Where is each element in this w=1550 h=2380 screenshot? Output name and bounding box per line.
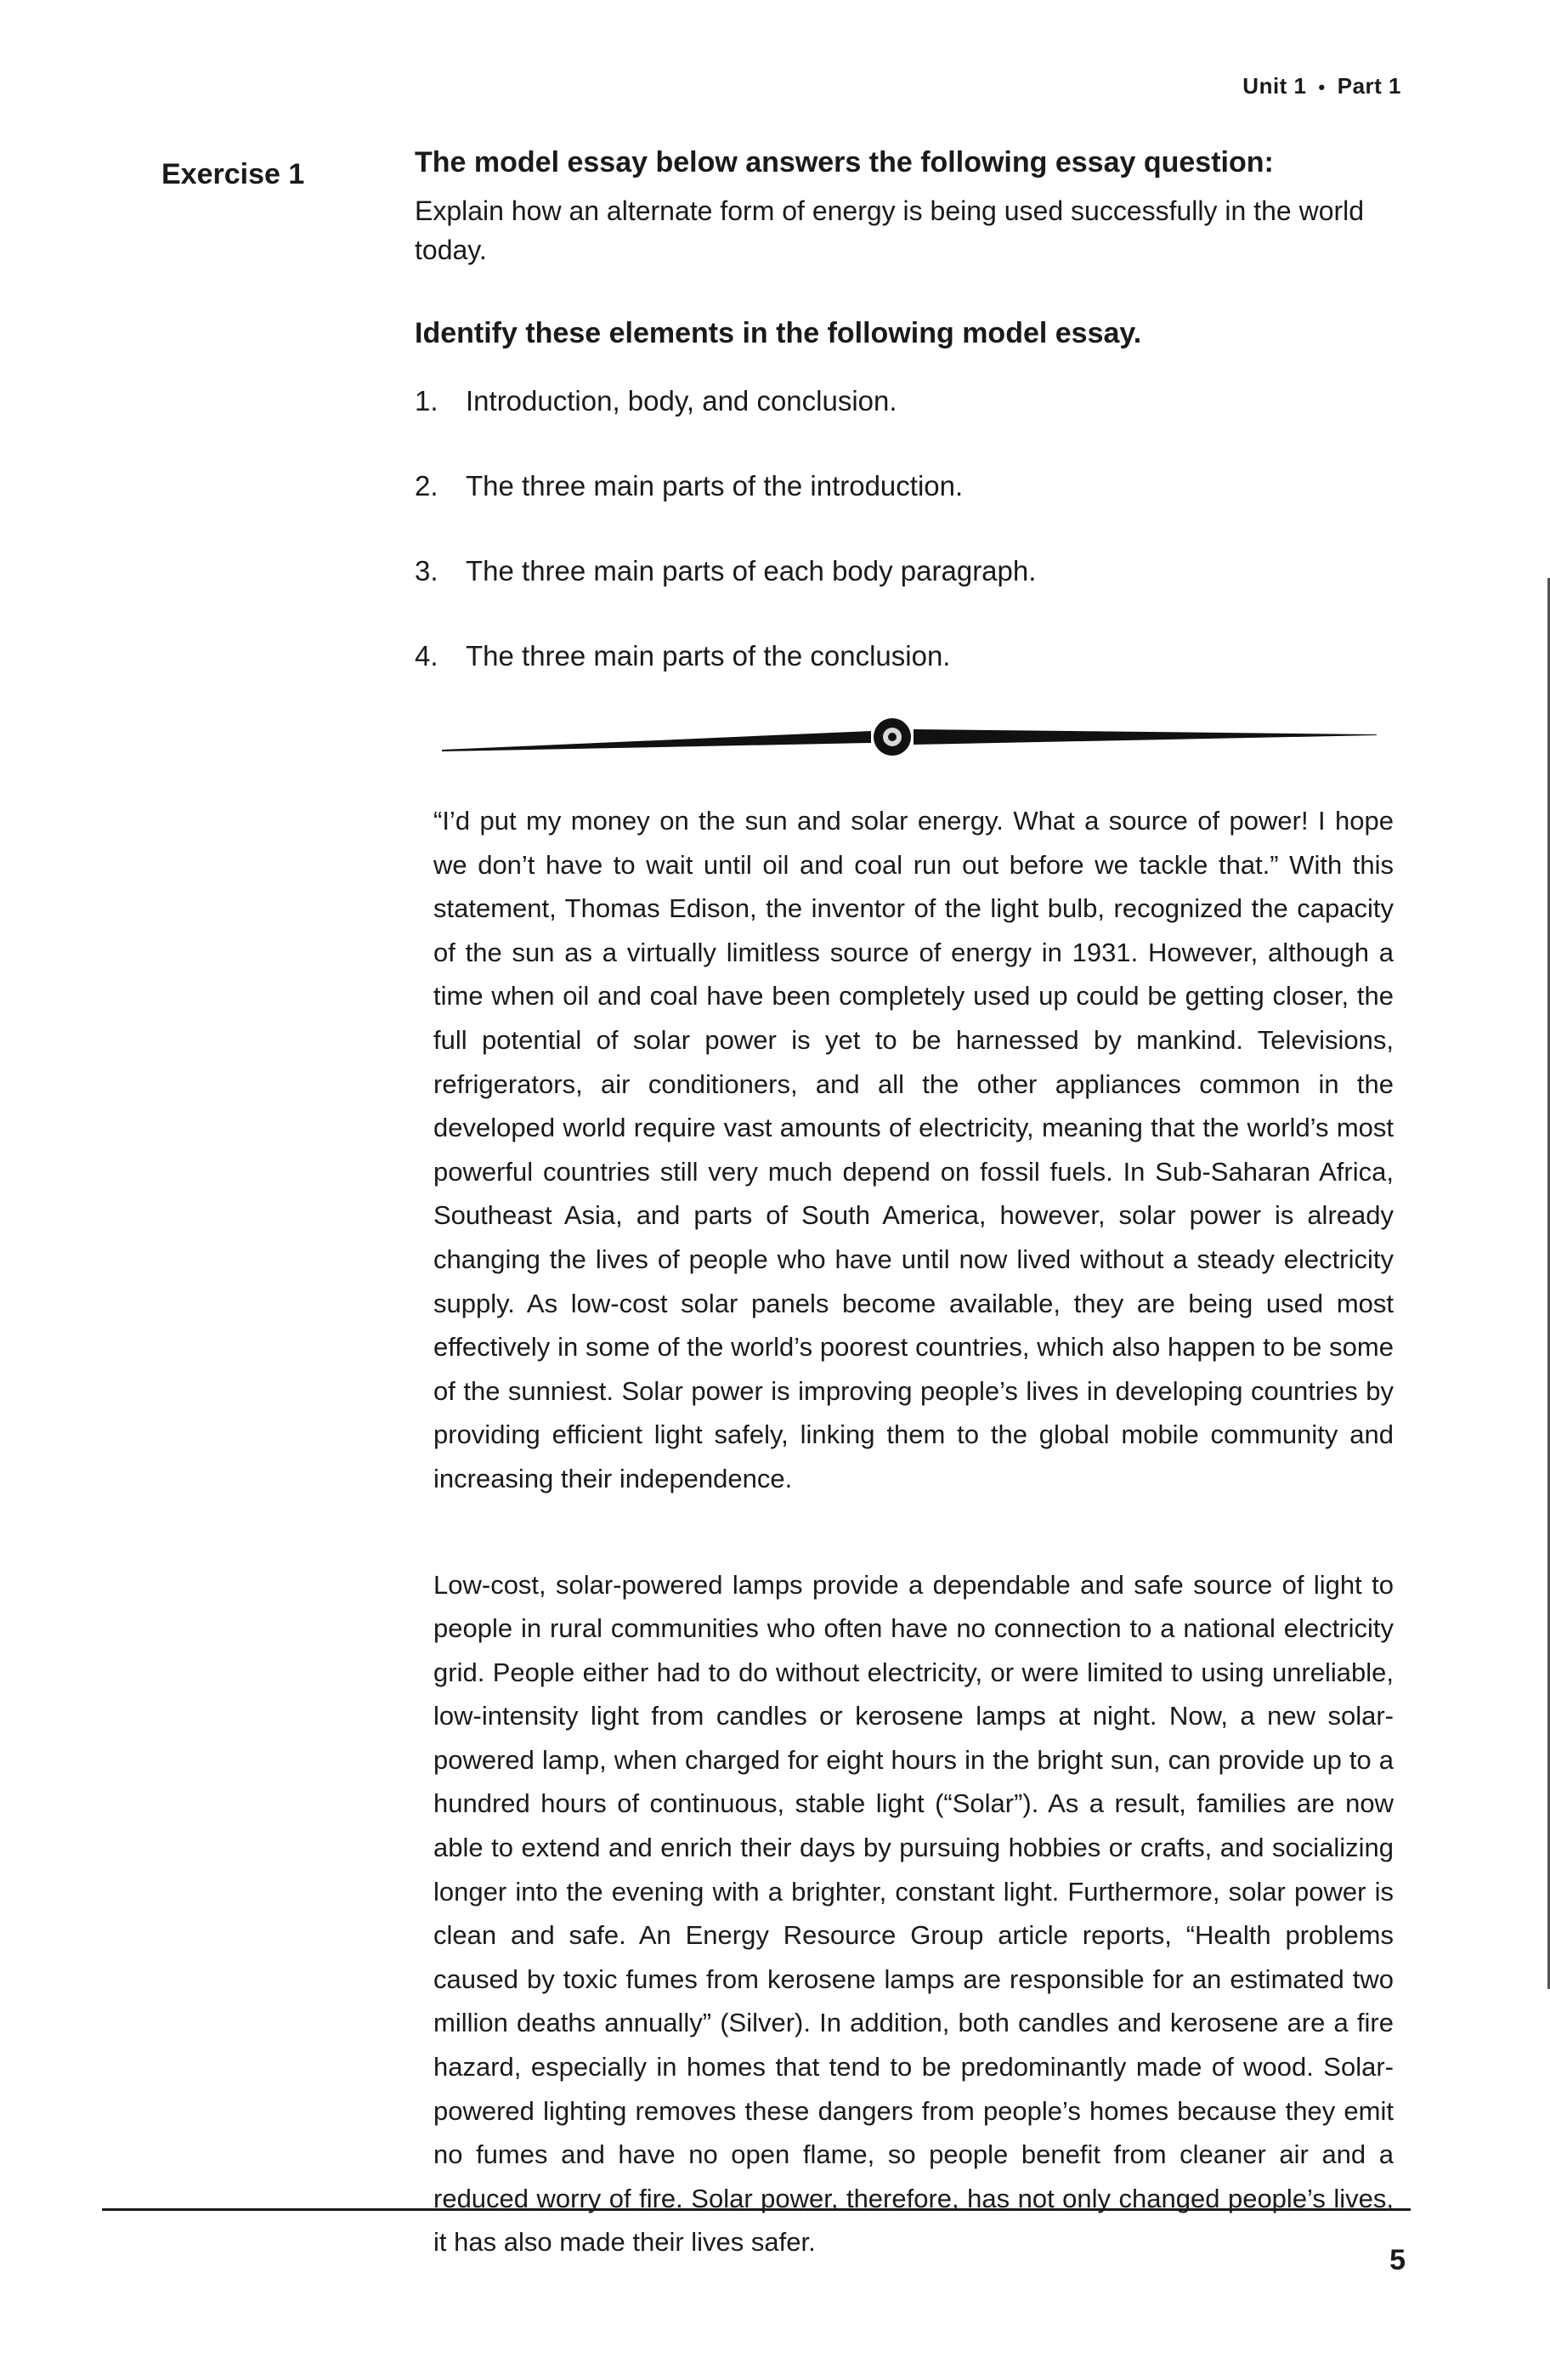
divider-right-wedge: [914, 729, 1377, 745]
task-number: 1.: [415, 385, 438, 416]
header-separator: •: [1318, 76, 1326, 98]
task-item: [415, 639, 1392, 724]
task-text: Introduction, body, and conclusion.: [466, 385, 897, 416]
task-text: The three main parts of the conclusion.: [466, 640, 951, 672]
task-item: [415, 554, 1392, 639]
exercise-instructions: [415, 146, 1392, 724]
header-unit: Unit 1: [1242, 73, 1307, 99]
exercise-label: Exercise 1: [161, 158, 305, 190]
task-number: 4.: [415, 640, 438, 672]
running-header: [1242, 73, 1401, 99]
header-part: Part 1: [1337, 73, 1401, 99]
task-list: [415, 384, 1392, 724]
task-item: [415, 384, 1392, 469]
divider-left-wedge: [442, 731, 871, 751]
task-number: 2.: [415, 470, 438, 502]
essay-body-paragraph: Low-cost, solar-powered lamps provide a dependable and safe source of light to people in rural communities who often have no connection to a national electricity grid. People either had to do without electricity, or were limited to using unreliable, low-intensity light from candles or kerosene lamps at night. Now, a new solar-powered lamp, when charged for eight hours in the bright sun, can provide up to a hundred hours of continuous, stable light (“Solar”). As a result, families are now able to extend and enrich their days by pursuing hobbies or crafts, and socializing longer into the evening with a brighter, constant light. Furthermore, solar power is clean and safe. An Energy Resource Group article reports, “Health problems caused by toxic fumes from kerosene lamps are responsible for an estimated two million deaths annually” (Silver). In addition, both candles and kerosene are a fire hazard, especially in homes that tend to be predominantly made of wood. Solar-powered lighting removes these dangers from people’s homes because they emit no fumes and have no open flame, so people benefit from cleaner air and a reduced worry of fire. Solar power, therefore, has not only changed people’s lives, it has also made their lives safer.: [433, 1569, 1394, 2258]
page-number: 5: [1389, 2244, 1406, 2276]
section-divider: [442, 716, 1377, 758]
footer-rule: [102, 2208, 1411, 2211]
model-essay: [433, 799, 1394, 2264]
essay-introduction: “I’d put my money on the sun and solar energy. What a source of power! I hope we don’t have to wait until oil and coal run out before we tackle that.” With this statement, Thomas Edison, the inventor of the light bulb, recognized the capacity of the sun as a virtually limitless source of energy in 1931. However, although a time when oil and coal have been completely used up could be getting closer, the full potential of solar power is yet to be harnessed by mankind. Televisions, refrigerators, air conditioners, and all the other appliances common in the developed world require vast amounts of electricity, meaning that the world’s most powerful countries still very much depend on fossil fuels. In Sub-Saharan Africa, Southeast Asia, and parts of South America, however, solar power is already changing the lives of people who have until now lived without a steady electricity supply. As low-cost solar panels become available, they are being used most effectively in some of the world’s poorest countries, which also happen to be some of the sunniest. Solar power is improving people’s lives in developing countries by providing efficient light safely, linking them to the global mobile community and increasing their independence.: [433, 806, 1394, 1493]
essay-question: Explain how an alternate form of energy is being used successfully in the world today.: [415, 196, 1365, 265]
identify-heading: Identify these elements in the following model essay.: [415, 317, 1142, 349]
task-text: The three main parts of each body paragraph.: [466, 555, 1037, 586]
task-text: The three main parts of the introduction.: [466, 470, 964, 502]
divider-ornament-dot: [888, 733, 897, 741]
task-number: 3.: [415, 555, 438, 586]
task-item: [415, 469, 1392, 554]
exercise-heading: The model essay below answers the following essay question:: [415, 146, 1274, 178]
